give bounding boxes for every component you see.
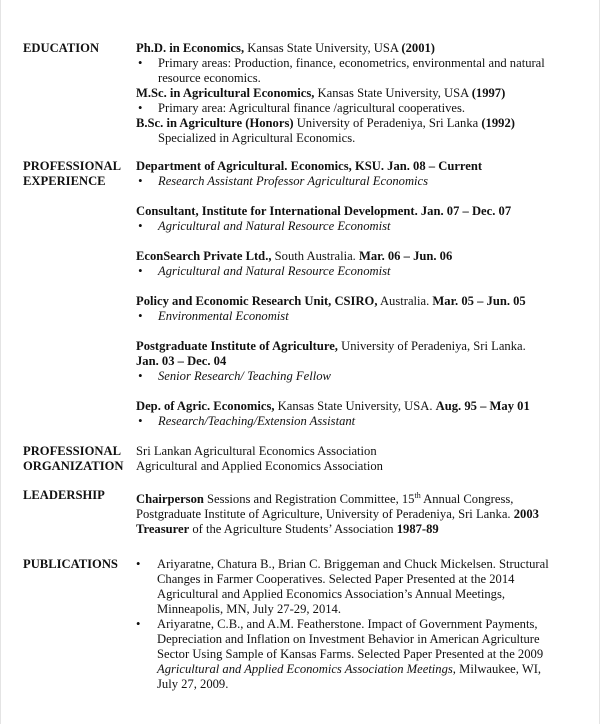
job-role: • Senior Research/ Teaching Fellow bbox=[136, 369, 586, 384]
job-head: Dep. of Agric. Economics, Kansas State University, USA. Aug. 95 – May 01 bbox=[136, 399, 530, 413]
publication-item: • Ariyaratne, C.B., and A.M. Featherstone. Impact of Government Payments, Depreciation and Inflation on Investment Behavior in American Agriculture Sector Using Sample of Kansas Farms. Selected Paper Presented at the 2009 Agricultural and Applied Economics Association Meetings, Milwaukee, WI, July 27, 2009. bbox=[136, 617, 544, 691]
chair-entry-line2: Postgraduate Institute of Agriculture, University of Peradeniya, Sri Lanka. 2003 bbox=[136, 507, 539, 521]
job-role: • Agricultural and Natural Resource Economist bbox=[136, 219, 586, 234]
bsc-note: Specialized in Agricultural Economics. bbox=[158, 131, 356, 145]
publication-item: • Ariyaratne, Chatura B., Brian C. Briggeman and Chuck Mickelsen. Structural Changes in Farmer Cooperatives. Selected Paper Presented at the 2014 Agricultural and Applied Economics Association’s Annual Meetings, Minneapolis, MN, July 27-29, 2014. bbox=[136, 557, 549, 616]
publications-heading: PUBLICATIONS bbox=[23, 557, 118, 571]
job-head: EconSearch Private Ltd., South Australia. Mar. 06 – Jun. 06 bbox=[136, 249, 453, 263]
job-role: • Research Assistant Professor Agricultural Economics bbox=[136, 174, 586, 189]
experience-body bbox=[136, 159, 586, 429]
phd-entry: Ph.D. in Economics, Kansas State University, USA (2001) bbox=[136, 41, 435, 55]
job-head: Postgraduate Institute of Agriculture, University of Peradeniya, Sri Lanka. bbox=[136, 339, 526, 353]
msc-entry: M.Sc. in Agricultural Economics, Kansas State University, USA (1997) bbox=[136, 86, 506, 100]
job-head: Policy and Economic Research Unit, CSIRO, Australia. Mar. 05 – Jun. 05 bbox=[136, 294, 526, 308]
organization-item: Agricultural and Applied Economics Association bbox=[136, 459, 383, 473]
leadership-heading: LEADERSHIP bbox=[23, 488, 105, 502]
chair-entry: Chairperson Sessions and Registration Committee, 15th Annual Congress, bbox=[136, 490, 514, 506]
organization-body bbox=[136, 444, 586, 474]
treasurer-entry: Treasurer of the Agriculture Students’ Association 1987-89 bbox=[136, 522, 439, 536]
experience-heading: PROFESSIONAL EXPERIENCE bbox=[23, 159, 121, 188]
job-head: Consultant, Institute for International Development. Jan. 07 – Dec. 07 bbox=[136, 204, 512, 218]
job-role: • Environmental Economist bbox=[136, 309, 586, 324]
job-role: • Agricultural and Natural Resource Economist bbox=[136, 264, 586, 279]
job-head: Department of Agricultural. Economics, KSU. Jan. 08 – Current bbox=[136, 159, 483, 173]
education-body bbox=[136, 41, 586, 146]
msc-bullet: • Primary area: Agricultural finance /agricultural cooperatives. bbox=[136, 101, 586, 116]
bsc-entry: B.Sc. in Agriculture (Honors) University of Peradeniya, Sri Lanka (1992) bbox=[136, 116, 515, 130]
job-dates: Jan. 03 – Dec. 04 bbox=[136, 354, 227, 368]
phd-bullet: • Primary areas: Production, finance, econometrics, environmental and natural resource economics. bbox=[136, 56, 563, 86]
organization-heading: PROFESSIONAL ORGANIZATION bbox=[23, 444, 124, 473]
education-heading: EDUCATION bbox=[23, 41, 100, 55]
leadership-body bbox=[136, 492, 586, 537]
organization-item: Sri Lankan Agricultural Economics Association bbox=[136, 444, 377, 458]
publications-body bbox=[136, 557, 586, 692]
job-role: • Research/Teaching/Extension Assistant bbox=[136, 414, 586, 429]
